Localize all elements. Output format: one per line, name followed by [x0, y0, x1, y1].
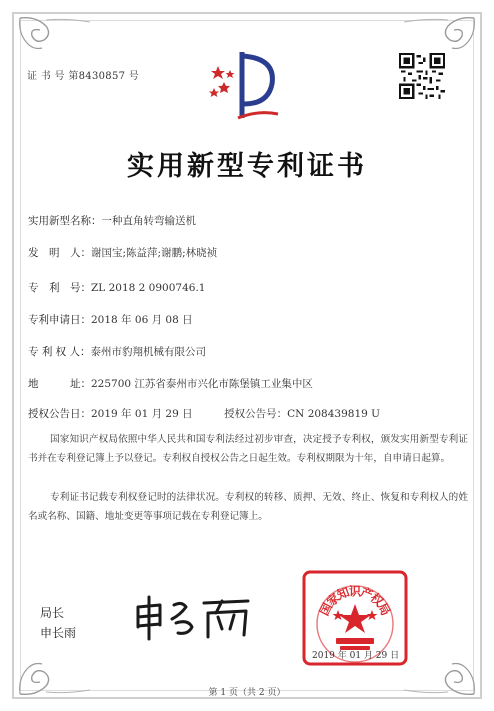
seal-date: 2019 年 01 月 29 日: [312, 651, 400, 661]
field-value: ZL 2018 2 0900746.1: [91, 282, 206, 294]
certificate-number: 证 书 号 第8430857 号: [27, 71, 140, 82]
field-label: 专 利 权 人：: [28, 346, 91, 358]
field-label: 专利申请日：: [28, 314, 91, 326]
field-address: [28, 376, 313, 391]
field-value: 谢国宝;陈益萍;谢鹏;林晓祯: [91, 247, 218, 259]
field-label: 专 利 号：: [28, 282, 91, 294]
field-label: 发 明 人：: [28, 247, 91, 259]
seal-character: 知: [335, 584, 352, 603]
field-value: 一种直角转弯输送机: [101, 215, 196, 227]
record-paragraph: 专利证书记载专利权登记时的法律状况。专利权的转移、质押、无效、终止、恢复和专利权人的姓名或名称、国籍、地址变更等事项记载在专利登记簿上。: [28, 492, 468, 522]
field-patentee: [28, 344, 206, 359]
field-patent-number: [28, 280, 205, 295]
field-value: 225700 江苏省泰州市兴化市陈堡镇工业集中区: [91, 378, 313, 390]
corner-ornament-top-right: [400, 14, 478, 54]
seal-character: 识: [348, 584, 362, 599]
seal-character: 产: [358, 584, 375, 603]
page-number: 第 1 页（共 2 页）: [208, 688, 286, 698]
field-inventors: [28, 245, 217, 260]
field-value: 泰州市豹翔机械有限公司: [90, 346, 207, 358]
chief-title: 局长: [40, 606, 65, 620]
seal-character: 权: [367, 590, 386, 610]
field-value: 2018 年 06 月 08 日: [91, 314, 193, 326]
seal-character: 国: [317, 600, 336, 618]
handwritten-signature-icon: [130, 593, 260, 641]
grant-paragraph: 国家知识产权局依照中华人民共和国专利法经过初步审查，决定授予专利权，颁发实用新型专利证书并在专利登记簿上予以登记。专利权自授权公告之日起生效。专利权期限为十年，自申请日起算。: [28, 434, 468, 464]
field-grant-date: [28, 406, 380, 421]
certificate-title: 实用新型专利证书: [127, 151, 367, 182]
field-label: 实用新型名称：: [28, 215, 102, 227]
corner-ornament-top-left: [16, 14, 94, 54]
seal-character: 家: [324, 590, 343, 610]
field-utility-model-name: [28, 213, 196, 228]
field-label: 地 址：: [28, 378, 91, 390]
chief-name: 申长雨: [40, 626, 77, 640]
seal-character: 局: [374, 600, 393, 618]
patent-office-logo-icon: [198, 44, 290, 124]
field-label: 授权公告日：: [28, 408, 91, 420]
field-application-date: [28, 312, 193, 327]
field-value: 2019 年 01 月 29 日 授权公告号：CN 208439819 U: [91, 408, 381, 420]
qr-code-icon: [399, 53, 445, 99]
